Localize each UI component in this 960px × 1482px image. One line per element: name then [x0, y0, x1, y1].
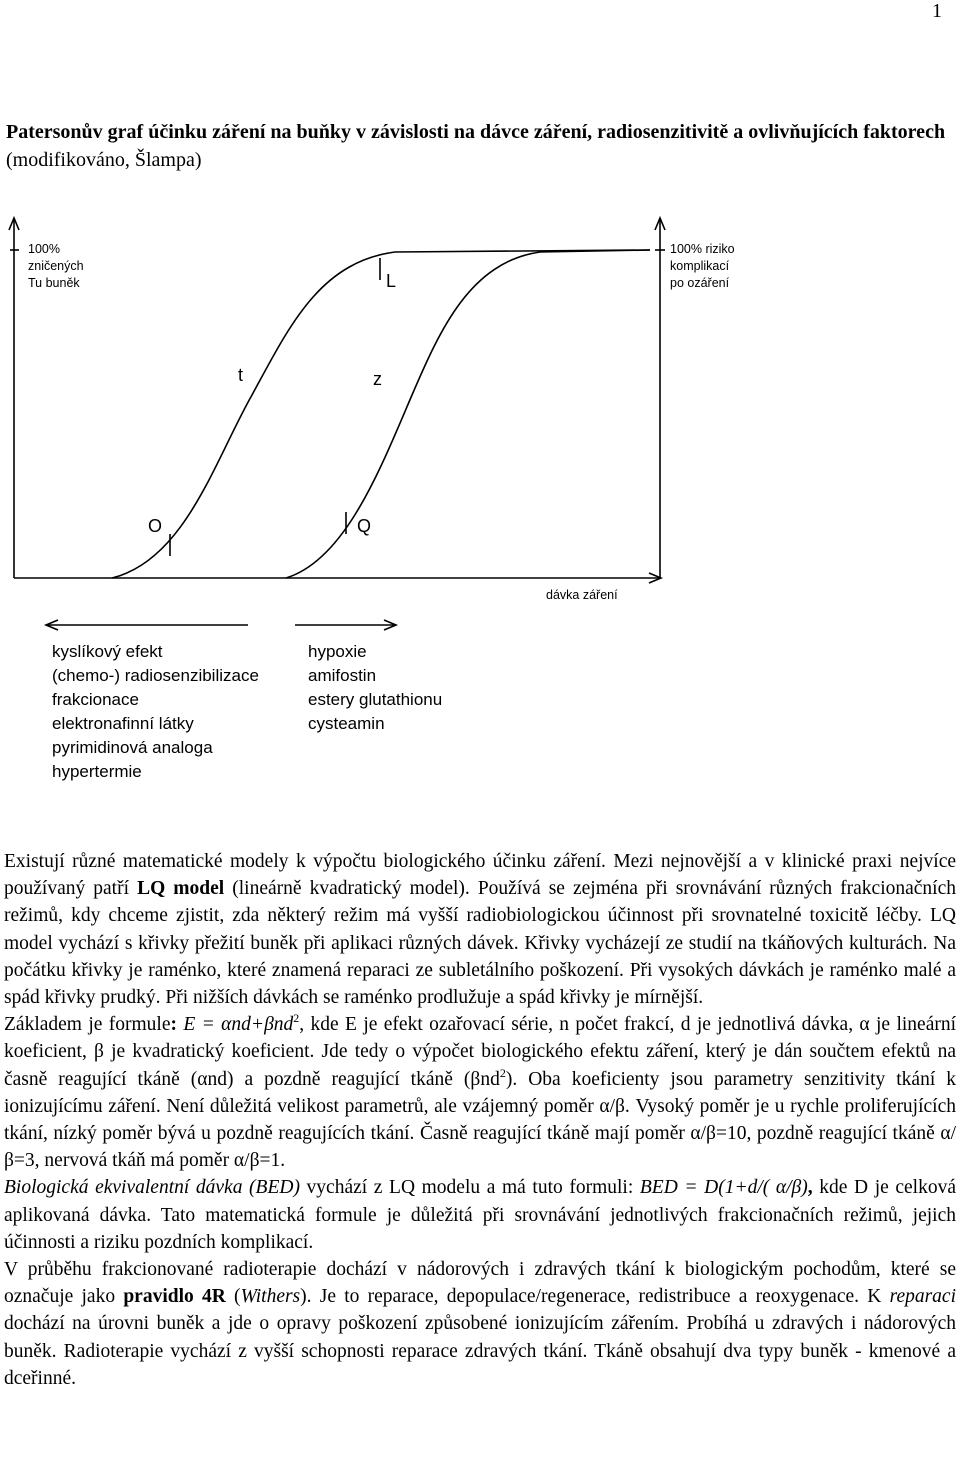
right-factor-1: hypoxie — [308, 642, 367, 661]
right-axis-label-2: komplikací — [670, 259, 730, 273]
paragraph-formula: Základem je formule: E = αnd+βnd$^2$, kde E je efekt ozařovací série, n počet frakcí, d je jednotlivá dávka, α je lineární koeficient, β je kvadratický koeficient. Jde tedy o výpočet biologického efektu záření, který je dán součtem efektů na časně reagující tkáně (αnd) a pozdně reagující tkáně (βnd$^2$). Oba koeficienty jsou parametry senzitivity tkání k ionizujícímu záření. Není důležitá velikost parametrů, ale vzájemný poměr α/β. Vysoký poměr je u rychle proliferujících tkání, nízký poměr bývá u pozdně reagujících tkání. Časně reagující tkáně mají poměr α/β=10, pozdně reagující tkáně α/β=3, nervová tkáň má poměr α/β=1. — [4, 1011, 957, 1172]
complication-curve-z — [286, 250, 650, 578]
right-axis-label-3: po ozáření — [670, 276, 730, 290]
left-factor-6: hypertermie — [52, 762, 142, 781]
title-bold: Patersonův graf účinku záření na buňky v závislosti na dávce záření, radiosenzitivitě a ovlivňujících faktorech — [6, 121, 946, 143]
paterson-figure — [0, 205, 960, 795]
curve-label-t: t — [238, 365, 244, 385]
body-text — [4, 848, 956, 1392]
right-factor-4: cysteamin — [308, 714, 385, 733]
left-axis-label-1: 100% — [28, 242, 60, 256]
paragraph-4r: V průběhu frakcionované radioterapie dochází v nádorových i zdravých tkání k biologickým pochodům, které se označuje jako pravidlo 4R (Withers). Je to reparace, depopulace/regenerace, redistribuce a reoxygenace. K reparaci dochází na úrovni buněk a jde o opravy poškození způsobené ionizujícím zářením. Probíhá u zdravých i nádorových buněk. Radioterapie vychází z vyšší schopnosti reparace zdravých tkání. Tkáně obsahují dva typy buněk - kmenové a dceřinné. — [4, 1259, 957, 1389]
curve-label-Q: Q — [357, 516, 372, 536]
curve-label-O: O — [148, 516, 163, 536]
left-axis-label-2: zničených — [28, 259, 84, 273]
paragraph-lq-model: Existují různé matematické modely k výpočtu biologického účinku záření. Mezi nejnovější a v klinické praxi nejvíce používaný patří LQ model (lineárně kvadratický model). Používá se zejména při srovnávání různých frakcionačních režimů, kdy chceme zjistit, zda některý režim má vyšší radiobiologickou účinnost při srovnatelné toxicitě léčby. LQ model vychází s křivky přežití buněk při aplikaci různých dávek. Křivky vycházejí ze studií na tkáňových kulturách. Na počátku křivky je raménko, které znamená reparaci ze subletálního poškození. Při vysokých dávkách je raménko malé a spád křivky prudký. Při nižších dávkách se raménko prodlužuje a spád křivky je mírnější. — [4, 851, 956, 1009]
page-title — [6, 118, 956, 174]
left-factor-1: kyslíkový efekt — [52, 642, 163, 661]
right-factor-2: amifostin — [308, 666, 377, 685]
curve-label-z: z — [373, 369, 382, 389]
left-factor-2: (chemo-) radiosenzibilizace — [52, 666, 259, 685]
left-factor-3: frakcionace — [52, 690, 139, 709]
page-number: 1 — [932, 0, 942, 22]
left-axis-label-3: Tu buněk — [28, 276, 80, 290]
title-source: (modifikováno, Šlampa) — [6, 149, 202, 171]
curve-label-L: L — [386, 271, 397, 291]
left-factor-4: elektronafinní látky — [52, 714, 194, 733]
tumor-curve-t — [112, 250, 650, 578]
paragraph-bed: Biologická ekvivalentní dávka (BED) vychází z LQ modelu a má tuto formuli: BED = D(1+d/( α/β), kde D je celková aplikovaná dávka. Tato matematická formule je důležitá při srovnávání jednotlivých frakcionačních režimů, jejich účinnosti a riziku pozdních komplikací. — [4, 1177, 956, 1253]
right-factor-3: estery glutathionu — [308, 690, 443, 709]
x-axis-label: dávka záření — [546, 588, 618, 602]
right-axis-label-1: 100% riziko — [670, 242, 735, 256]
left-factor-5: pyrimidinová analoga — [52, 738, 213, 757]
